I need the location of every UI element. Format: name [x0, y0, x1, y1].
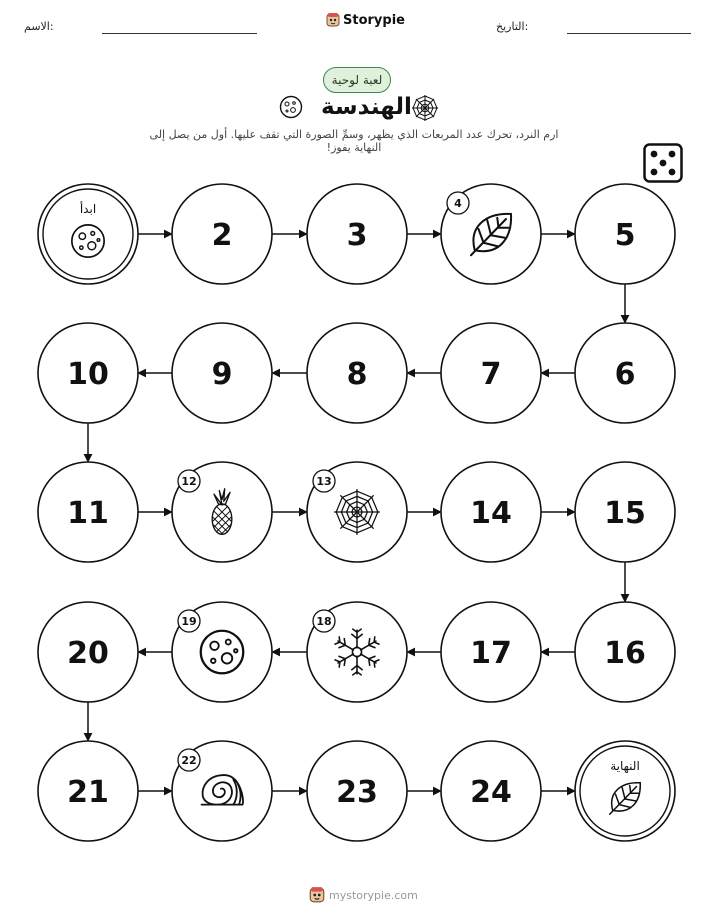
board-cell-17 [441, 602, 541, 702]
cell-number: 18 [316, 615, 332, 628]
board-cell-2 [172, 184, 272, 284]
cell-number: 7 [480, 357, 502, 392]
cell-number: 16 [604, 636, 646, 671]
board-cell-4 [441, 184, 541, 284]
board-cell-12 [172, 462, 272, 562]
cell-number: 12 [181, 475, 197, 488]
board-cell-5 [575, 184, 675, 284]
name-label: الاسم: [24, 20, 54, 33]
cell-number: 14 [470, 496, 512, 531]
date-label: التاريخ: [496, 20, 529, 33]
cell-number: 11 [67, 496, 109, 531]
cell-number: 23 [336, 775, 378, 810]
mascot-icon [309, 886, 325, 904]
board-cell-9 [172, 323, 272, 423]
board-cell-13 [307, 462, 407, 562]
brand-name: Storypie [343, 12, 405, 28]
board-cell-22 [172, 741, 272, 841]
board-cell-3 [307, 184, 407, 284]
cell-number: 10 [67, 357, 109, 392]
cell-number: 22 [181, 754, 197, 767]
game-tag: لعبة لوحية [323, 67, 391, 93]
finish-label: النهاية [610, 759, 640, 773]
board-cell-15 [575, 462, 675, 562]
board-cell-23 [307, 741, 407, 841]
cell-number: 15 [604, 496, 646, 531]
footer [309, 886, 418, 904]
board-cell-24 [441, 741, 541, 841]
board-cell-18 [307, 602, 407, 702]
cell-number: 24 [470, 775, 512, 810]
instructions: ارم النرد، تحرك عدد المربعات الذي يظهر، وسمِّ الصورة التي تقف عليها. أول من يصل إلى النهاية يفوز! [149, 128, 559, 154]
cell-number: 17 [470, 636, 512, 671]
page-title: الهندسة [321, 94, 412, 120]
finish-cell [575, 741, 675, 841]
cell-number: 19 [181, 615, 197, 628]
board-cell-21 [38, 741, 138, 841]
board-cell-10 [38, 323, 138, 423]
cell-number: 4 [454, 197, 462, 210]
cell-number: 13 [316, 475, 332, 488]
cell-number: 20 [67, 636, 109, 671]
cell-number: 5 [614, 218, 636, 253]
cell-circle [575, 741, 675, 841]
board-cell-19 [172, 602, 272, 702]
board-cell-14 [441, 462, 541, 562]
board-cell-20 [38, 602, 138, 702]
moon-icon [72, 225, 104, 257]
board-cell-8 [307, 323, 407, 423]
cell-number: 8 [346, 357, 368, 392]
board-cells [38, 184, 675, 841]
board-cell-7 [441, 323, 541, 423]
board-cell-16 [575, 602, 675, 702]
spiderweb-icon [334, 489, 380, 535]
cell-number: 2 [211, 218, 233, 253]
footer-site[interactable]: mystorypie.com [329, 888, 418, 902]
cell-number: 3 [346, 218, 368, 253]
start-cell [38, 184, 138, 284]
cell-number: 21 [67, 775, 109, 810]
start-label: ابدأ [79, 202, 97, 216]
cell-number: 9 [211, 357, 233, 392]
cell-number: 6 [614, 357, 636, 392]
board-cell-6 [575, 323, 675, 423]
board-cell-11 [38, 462, 138, 562]
moon-icon [201, 631, 244, 674]
